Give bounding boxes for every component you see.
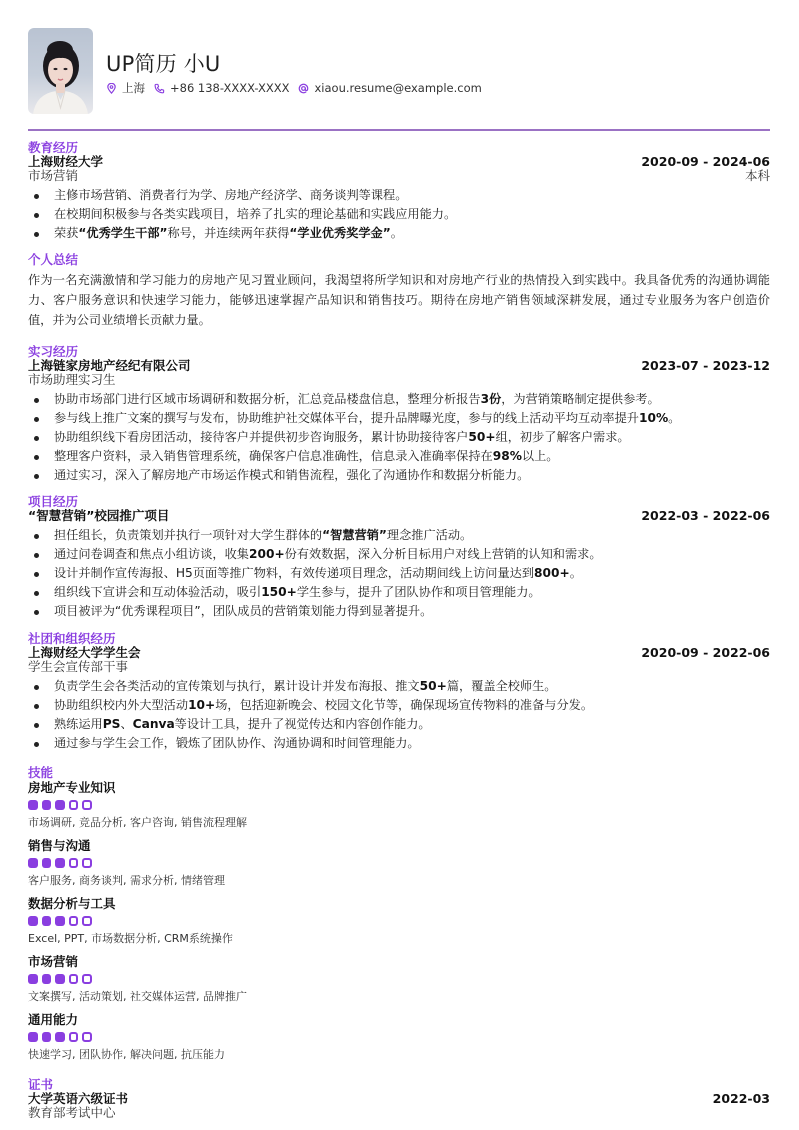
bullet-text: 称号，并连续两年获得	[167, 226, 290, 240]
bullet-text: 通过问卷调查和焦点小组访谈，收集	[54, 547, 249, 561]
education-subrow	[28, 169, 770, 183]
rating-filled-icon	[55, 800, 65, 810]
bullet-text: 。	[668, 411, 681, 425]
skill-item	[28, 1012, 770, 1061]
rating-filled-icon	[42, 858, 52, 868]
rating-empty-icon	[82, 916, 92, 926]
skill-item	[28, 954, 770, 1003]
bullet-text: 篇，覆盖全校师生。	[446, 679, 557, 693]
skill-name: 数据分析与工具	[28, 896, 116, 911]
map-pin-icon	[106, 83, 117, 94]
rating-empty-icon	[82, 974, 92, 984]
phone-icon	[154, 83, 165, 94]
bullet-item	[28, 409, 770, 428]
bullet-item	[28, 545, 770, 564]
section-skills	[28, 766, 770, 1070]
skill-name: 市场营销	[28, 954, 79, 969]
profile-photo	[28, 28, 93, 114]
highlight-text: 10+	[188, 698, 216, 712]
skill-item	[28, 780, 770, 829]
project-date: 2022-03 - 2022-06	[641, 508, 770, 523]
highlight-text: PS	[102, 717, 121, 731]
bullet-text: 荣获	[54, 226, 79, 240]
bullet-text: 项目被评为“优秀课程项目”，团队成员的营销策划能力得到显著提升。	[54, 604, 433, 618]
section-project	[28, 495, 770, 621]
bullet-text: 在校期间积极参与各类实践项目，培养了扎实的理论基础和实践应用能力。	[54, 207, 457, 221]
bullet-text: 协助组织线下看房团活动，接待客户并提供初步咨询服务，累计协助接待客户	[54, 430, 469, 444]
bullet-text: 负责学生会各类活动的宣传策划与执行，累计设计并发布海报、推文	[54, 679, 420, 693]
section-title: 教育经历	[28, 140, 79, 155]
rating-empty-icon	[82, 800, 92, 810]
bullet-item	[28, 466, 770, 485]
bullet-text: 。	[569, 566, 582, 580]
resume-header	[28, 28, 770, 114]
bullet-text: 理念推广活动。	[386, 528, 473, 542]
section-club	[28, 632, 770, 753]
section-title: 项目经历	[28, 494, 79, 509]
bullet-item	[28, 564, 770, 583]
skill-level-rating	[28, 1032, 770, 1042]
project-header-row	[28, 509, 770, 523]
bullet-text: 参与线上推广文案的撰写与发布，协助维护社交媒体平台，提升品牌曝光度，参与的线上活动平均互动率提升	[54, 411, 639, 425]
highlight-text: 800+	[534, 566, 570, 580]
section-internship	[28, 345, 770, 485]
bullet-item	[28, 224, 770, 243]
bullet-text: 等设计工具，提升了视觉传达和内容创作能力。	[174, 717, 431, 731]
rating-empty-icon	[82, 1032, 92, 1042]
skill-name: 销售与沟通	[28, 838, 91, 853]
bullet-text: 协助组织校内外大型活动	[54, 698, 189, 712]
bullet-text: 以上。	[521, 449, 559, 463]
highlight-text: 10%	[639, 411, 669, 425]
certificate-name: 大学英语六级证书	[28, 1091, 129, 1106]
rating-filled-icon	[28, 1032, 38, 1042]
section-title: 社团和组织经历	[28, 631, 116, 646]
rating-empty-icon	[82, 858, 92, 868]
bullet-text: 组，初步了解客户需求。	[495, 430, 630, 444]
rating-empty-icon	[69, 974, 79, 984]
certificate-date: 2022-03	[712, 1091, 770, 1106]
skill-keywords: 客户服务, 商务谈判, 需求分析, 情绪管理	[28, 874, 225, 887]
project-bullets	[28, 526, 770, 621]
bullet-text: 、	[120, 717, 133, 731]
bullet-text: ，为营销策略制定提供参考。	[501, 392, 660, 406]
internship-date: 2023-07 - 2023-12	[641, 358, 770, 373]
email-text[interactable]: xiaou.resume@example.com	[314, 81, 482, 95]
at-sign-icon	[298, 83, 309, 94]
rating-empty-icon	[69, 858, 79, 868]
rating-filled-icon	[55, 974, 65, 984]
bullet-item	[28, 677, 770, 696]
skill-keywords: 市场调研, 竞品分析, 客户咨询, 销售流程理解	[28, 816, 247, 829]
skill-name: 通用能力	[28, 1012, 79, 1027]
club-bullets	[28, 677, 770, 753]
highlight-text: 50+	[468, 430, 496, 444]
internship-header-row	[28, 359, 770, 373]
rating-filled-icon	[28, 858, 38, 868]
contact-info	[106, 80, 491, 96]
highlight-text: Canva	[132, 717, 175, 731]
candidate-name: UP简历 小U	[106, 52, 221, 76]
bullet-text: 设计并制作宣传海报、H5页面等推广物料，有效传递项目理念，活动期间线上访问量达到	[54, 566, 535, 580]
highlight-text: 200+	[249, 547, 285, 561]
rating-filled-icon	[28, 974, 38, 984]
contact-email[interactable]	[298, 81, 481, 95]
club-date: 2020-09 - 2022-06	[641, 645, 770, 660]
section-title: 证书	[28, 1077, 54, 1092]
bullet-text: 场，包括迎新晚会、校园文化节等，确保现场宣传物料的准备与分发。	[215, 698, 594, 712]
skill-level-rating	[28, 800, 770, 810]
bullet-text: 学生参与，提升了团队协作和项目管理能力。	[296, 585, 541, 599]
project-name: “智慧营销”校园推广项目	[28, 508, 170, 523]
bullet-item	[28, 428, 770, 447]
bullet-item	[28, 696, 770, 715]
education-header-row	[28, 155, 770, 169]
highlight-text: 50+	[419, 679, 447, 693]
rating-empty-icon	[69, 916, 79, 926]
skill-keywords: Excel, PPT, 市场数据分析, CRM系统操作	[28, 932, 233, 945]
rating-filled-icon	[42, 1032, 52, 1042]
degree: 本科	[744, 168, 770, 183]
bullet-text: 熟练运用	[54, 717, 103, 731]
rating-filled-icon	[42, 974, 52, 984]
section-title: 技能	[28, 765, 54, 780]
rating-filled-icon	[42, 916, 52, 926]
skill-level-rating	[28, 974, 770, 984]
company-name: 上海链家房地产经纪有限公司	[28, 358, 191, 373]
bullet-text: 。	[390, 226, 403, 240]
bullet-text: 担任组长，负责策划并执行一项针对大学生群体的	[54, 528, 323, 542]
rating-filled-icon	[55, 858, 65, 868]
rating-filled-icon	[28, 800, 38, 810]
bullet-item	[28, 734, 770, 753]
highlight-text: “智慧营销”	[322, 528, 387, 542]
bullet-item	[28, 390, 770, 409]
major: 市场营销	[28, 168, 79, 183]
skill-keywords: 文案撰写, 活动策划, 社交媒体运营, 品牌推广	[28, 990, 247, 1003]
section-certificates	[28, 1078, 770, 1120]
highlight-text: 98%	[492, 449, 522, 463]
rating-filled-icon	[55, 1032, 65, 1042]
certificate-issuer: 教育部考试中心	[28, 1105, 116, 1120]
rating-filled-icon	[42, 800, 52, 810]
bullet-text: 主修市场营销、消费者行为学、房地产经济学、商务谈判等课程。	[54, 188, 408, 202]
skill-item	[28, 896, 770, 945]
bullet-item	[28, 583, 770, 602]
education-bullets	[28, 186, 770, 243]
rating-empty-icon	[69, 800, 79, 810]
bullet-text: 协助市场部门进行区域市场调研和数据分析，汇总竞品楼盘信息，整理分析报告	[54, 392, 481, 406]
org-name: 上海财经大学学生会	[28, 645, 141, 660]
rating-filled-icon	[55, 916, 65, 926]
skill-name: 房地产专业知识	[28, 780, 116, 795]
section-title: 实习经历	[28, 344, 79, 359]
section-education	[28, 141, 770, 243]
section-summary	[28, 253, 770, 330]
contact-location	[106, 80, 145, 96]
bullet-text: 通过实习，深入了解房地产市场运作模式和销售流程，强化了沟通协作和数据分析能力。	[54, 468, 530, 482]
bullet-text: 组织线下宣讲会和互动体验活动，吸引	[54, 585, 262, 599]
highlight-text: 150+	[261, 585, 297, 599]
bullet-item	[28, 602, 770, 621]
bullet-item	[28, 526, 770, 545]
bullet-item	[28, 447, 770, 466]
summary-text: 作为一名充满激情和学习能力的房地产见习置业顾问，我渴望将所学知识和对房地产行业的热情投入到实践中。我具备优秀的沟通协调能力、客户服务意识和快速学习能力，能够迅速掌握产品知识和销售技巧。期待在房地产销售领域深耕发展，通过专业服务为客户创造价值，并为公司业绩增长贡献力量。	[28, 273, 770, 327]
bullet-item	[28, 186, 770, 205]
section-title: 个人总结	[28, 252, 79, 267]
skills-list	[28, 780, 770, 1061]
skill-level-rating	[28, 858, 770, 868]
bullet-text: 通过参与学生会工作，锻炼了团队协作、沟通协调和时间管理能力。	[54, 736, 420, 750]
internship-bullets	[28, 390, 770, 485]
skill-item	[28, 838, 770, 887]
rating-filled-icon	[28, 916, 38, 926]
phone-text: +86 138-XXXX-XXXX	[170, 81, 290, 95]
internship-role: 市场助理实习生	[28, 372, 116, 387]
highlight-text: 3份	[480, 392, 502, 406]
rating-empty-icon	[69, 1032, 79, 1042]
club-role: 学生会宣传部干事	[28, 659, 129, 674]
skill-keywords: 快速学习, 团队协作, 解决问题, 抗压能力	[28, 1048, 225, 1061]
highlight-text: “学业优秀奖学金”	[289, 226, 391, 240]
bullet-text: 整理客户资料，录入销售管理系统，确保客户信息准确性，信息录入准确率保持在	[54, 449, 493, 463]
highlight-text: “优秀学生干部”	[78, 226, 168, 240]
bullet-item	[28, 205, 770, 224]
education-date: 2020-09 - 2024-06	[641, 154, 770, 169]
header-divider	[28, 129, 770, 131]
skill-level-rating	[28, 916, 770, 926]
contact-phone	[154, 81, 289, 95]
bullet-text: 份有效数据，深入分析目标用户对线上营销的认知和需求。	[284, 547, 602, 561]
club-header-row	[28, 646, 770, 660]
bullet-item	[28, 715, 770, 734]
school-name: 上海财经大学	[28, 154, 104, 169]
location-text: 上海	[122, 81, 145, 95]
certificate-header-row	[28, 1092, 770, 1106]
